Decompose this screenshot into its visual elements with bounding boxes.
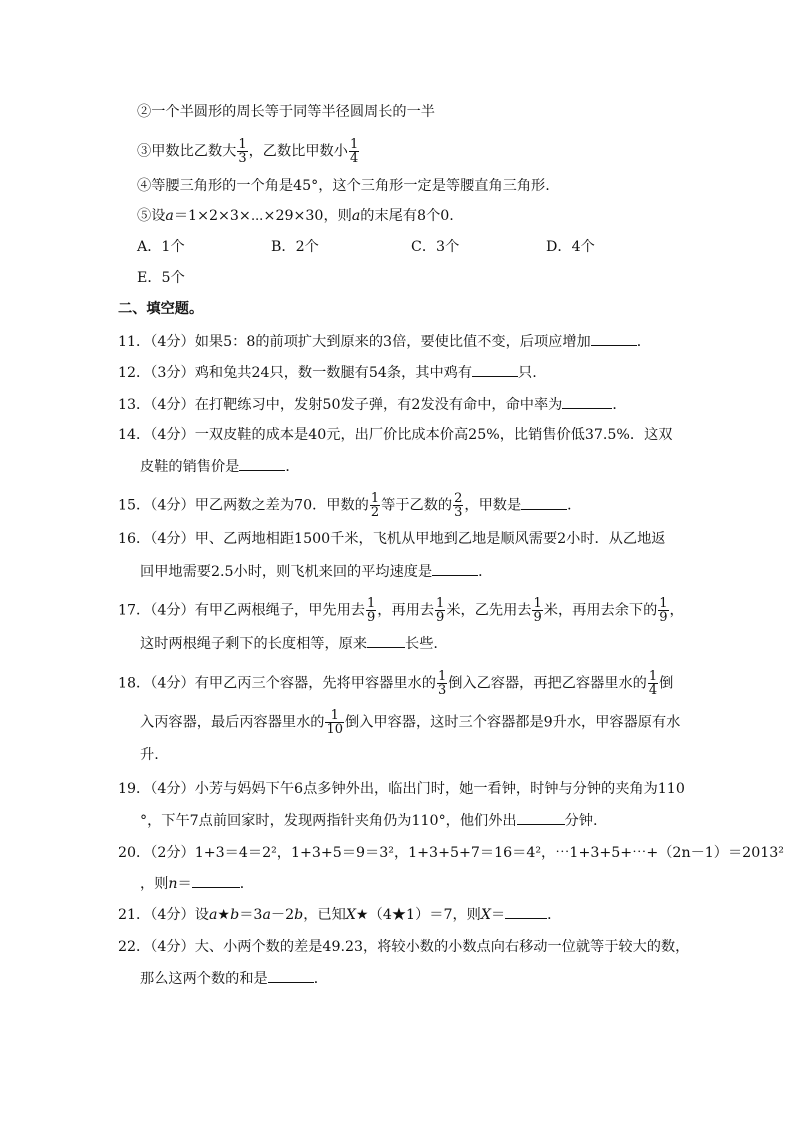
answer-blank[interactable] <box>268 968 314 983</box>
answer-blank[interactable] <box>367 633 405 648</box>
question-22-line2: 那么这两个数的和是 ． <box>140 968 328 989</box>
question-13: 13．（4分）在打靶练习中，发射50发子弹，有2发没有命中，命中率为 ． <box>118 394 627 415</box>
question-11: 11．（4分）如果5：8的前项扩大到原来的3倍，要使比值不变，后项应增加 ． <box>118 331 651 352</box>
fraction: $\frac{1}{10}$ <box>326 708 343 737</box>
answer-blank[interactable] <box>192 873 240 888</box>
answer-blank[interactable] <box>239 456 285 471</box>
option-b[interactable]: B．2个 <box>271 239 319 255</box>
statement-3: ③甲数比乙数大 $\frac{1}{3}$ ，乙数比甲数小 $\frac{1}{4}$ <box>137 137 359 166</box>
answer-blank[interactable] <box>517 810 565 825</box>
question-20: 20．（2分）1+3＝4＝2²，1+3+5＝9＝3²，1+3+5+7＝16＝4²，⋯1+3+5+⋯+（2n－1）＝2013² <box>118 845 784 861</box>
answer-blank[interactable] <box>432 561 478 576</box>
fraction: $\frac{1}{3}$ <box>238 137 247 166</box>
answer-blank[interactable] <box>591 331 637 346</box>
question-19-line2: °，下午7点前回家时，发现两指针夹角仍为110°，他们外出 分钟. <box>140 810 598 831</box>
question-18: 18．（4分）有甲乙丙三个容器，先将甲容器里水的 $\frac{1}{3}$ 倒入乙容器，再把乙容器里水的 $\frac{1}{4}$ 倒 <box>118 669 674 698</box>
question-15: 15．（4分）甲乙两数之差为70．甲数的 $\frac{1}{2}$ 等于乙数的 $\frac{2}{3}$ ，甲数是 ． <box>118 491 582 520</box>
question-14: 14．（4分）一双皮鞋的成本是40元，出厂价比成本价高25%，比销售价低37.5%．这双 <box>118 427 673 443</box>
fraction: $\frac{1}{4}$ <box>349 137 359 166</box>
fraction: $\frac{1}{2}$ <box>370 491 380 520</box>
option-a[interactable]: A．1个 <box>137 239 185 255</box>
fraction: $\frac{1}{9}$ <box>533 596 542 625</box>
fraction: $\frac{1}{9}$ <box>367 596 376 625</box>
fraction: $\frac{1}{9}$ <box>659 596 668 625</box>
question-19: 19．（4分）小芳与妈妈下午6点多钟外出，临出门时，她一看钟，时钟与分钟的夹角为110 <box>118 781 685 797</box>
question-18-line3: 升. <box>140 747 159 763</box>
answer-blank[interactable] <box>562 394 612 409</box>
statement-4: ④等腰三角形的一个角是45°，这个三角形一定是等腰直角三角形. <box>137 178 550 194</box>
fraction: $\frac{1}{3}$ <box>437 669 447 698</box>
question-18-line2: 入丙容器，最后丙容器里水的 $\frac{1}{10}$ 倒入甲容器，这时三个容器都是9升水，甲容器原有水 <box>140 708 681 737</box>
statement-2: ②一个半圆形的周长等于同等半径圆周长的一半 <box>137 104 435 120</box>
statement-5: ⑤设a＝1×2×3×⋯×29×30，则a的末尾有8个0. <box>137 208 454 224</box>
option-d[interactable]: D．4个 <box>546 239 595 255</box>
option-c[interactable]: C．3个 <box>411 239 460 255</box>
question-14-line2: 皮鞋的销售价是 ． <box>140 456 300 477</box>
question-21: 21．（4分）设a★b＝3a－2b，已知X★（4★1）＝7，则X＝ ． <box>118 904 561 925</box>
answer-blank[interactable] <box>505 904 547 919</box>
fraction: $\frac{2}{3}$ <box>454 491 463 520</box>
section-heading: 二、填空题。 <box>118 301 204 317</box>
question-20-line2: ，则n＝ ． <box>140 873 254 894</box>
answer-blank[interactable] <box>472 362 518 377</box>
question-12: 12．（3分）鸡和兔共24只，数一数腿有54条，其中鸡有 只. <box>118 362 537 383</box>
option-e[interactable]: E．5个 <box>137 270 185 286</box>
question-22: 22．（4分）大、小两个数的差是49.23，将较小数的小数点向右移动一位就等于较大的数， <box>118 939 690 955</box>
fraction: $\frac{1}{9}$ <box>436 596 445 625</box>
question-17: 17．（4分）有甲乙两根绳子，甲先用去 $\frac{1}{9}$ ，再用去 $\frac{1}{9}$ 米，乙先用去 $\frac{1}{9}$ 米，再用去余下的 $\frac{1}{9}$ ， <box>118 596 684 625</box>
question-16: 16．（4分）甲、乙两地相距1500千米，飞机从甲地到乙地是顺风需要2小时．从乙地返 <box>118 531 666 547</box>
answer-blank[interactable] <box>521 495 567 510</box>
question-17-line2: 这时两根绳子剩下的长度相等，原来 长些. <box>140 633 438 654</box>
fraction: $\frac{1}{4}$ <box>648 669 658 698</box>
question-16-line2: 回甲地需要2.5小时，则飞机来回的平均速度是 ． <box>140 561 492 582</box>
